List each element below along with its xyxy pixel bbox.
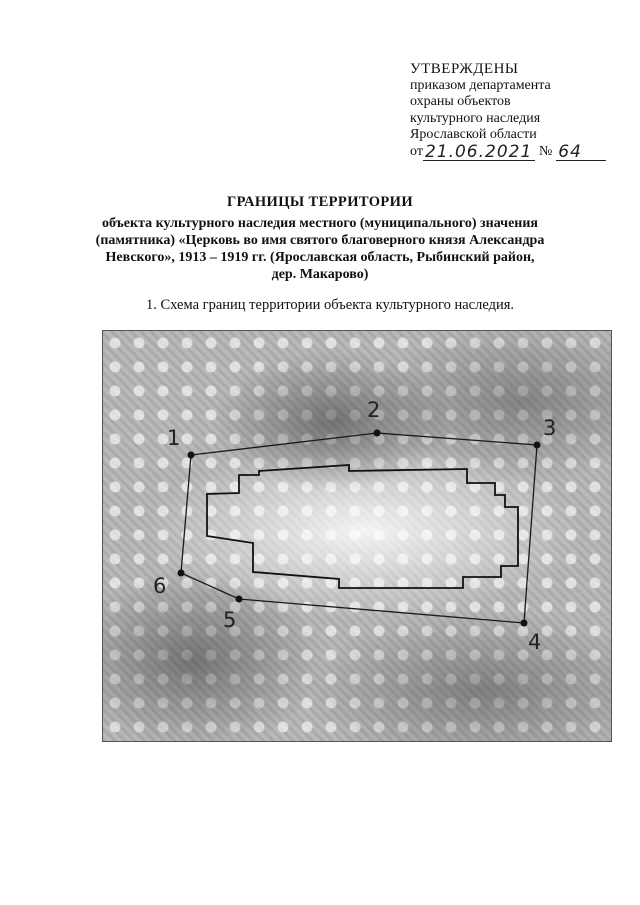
title-main: ГРАНИЦЫ ТЕРРИТОРИИ: [226, 194, 414, 210]
boundary-point-2: [374, 430, 381, 437]
church-footprint: [207, 465, 518, 588]
title-line-2: (памятника) «Церковь во имя святого благоверного князя Александра: [95, 233, 545, 248]
boundary-point-4: [521, 620, 528, 627]
handwritten-number: 64: [556, 144, 606, 161]
title-line-4: дер. Макарово): [271, 267, 369, 282]
scheme-caption: 1. Схема границ территории объекта культурного наследия.: [146, 297, 515, 313]
point-label-4: 4: [528, 630, 542, 654]
point-label-2: 2: [367, 398, 381, 422]
title-line-3: Невского», 1913 – 1919 гг. (Ярославская область, Рыбинский район,: [105, 250, 535, 265]
boundary-point-5: [236, 596, 243, 603]
approval-heading: УТВЕРЖДЕНЫ: [410, 61, 519, 77]
title-line-1: объекта культурного наследия местного (муниципального) значения: [101, 216, 538, 231]
boundary-point-3: [534, 442, 541, 449]
document-title: [90, 194, 550, 283]
territory-boundary: [181, 433, 537, 623]
territory-map: [102, 330, 612, 742]
approval-line-4: Ярославской области: [410, 127, 537, 142]
handwritten-date: 21.06.2021: [423, 144, 535, 161]
point-label-6: 6: [153, 574, 167, 598]
point-label-1: 1: [167, 426, 181, 450]
approval-date-row: [410, 141, 620, 162]
number-sign: №: [538, 144, 553, 159]
point-label-5: 5: [223, 608, 237, 632]
boundary-point-6: [178, 570, 185, 577]
approval-line-1: приказом департамента: [410, 77, 551, 93]
boundary-scheme: [103, 331, 611, 741]
point-label-3: 3: [543, 416, 557, 440]
boundary-point-1: [188, 452, 195, 459]
approval-line-3: культурного наследия: [410, 110, 541, 126]
date-prefix: от: [410, 144, 423, 159]
approval-stamp: [410, 61, 620, 161]
approval-line-2: охраны объектов: [410, 94, 511, 109]
